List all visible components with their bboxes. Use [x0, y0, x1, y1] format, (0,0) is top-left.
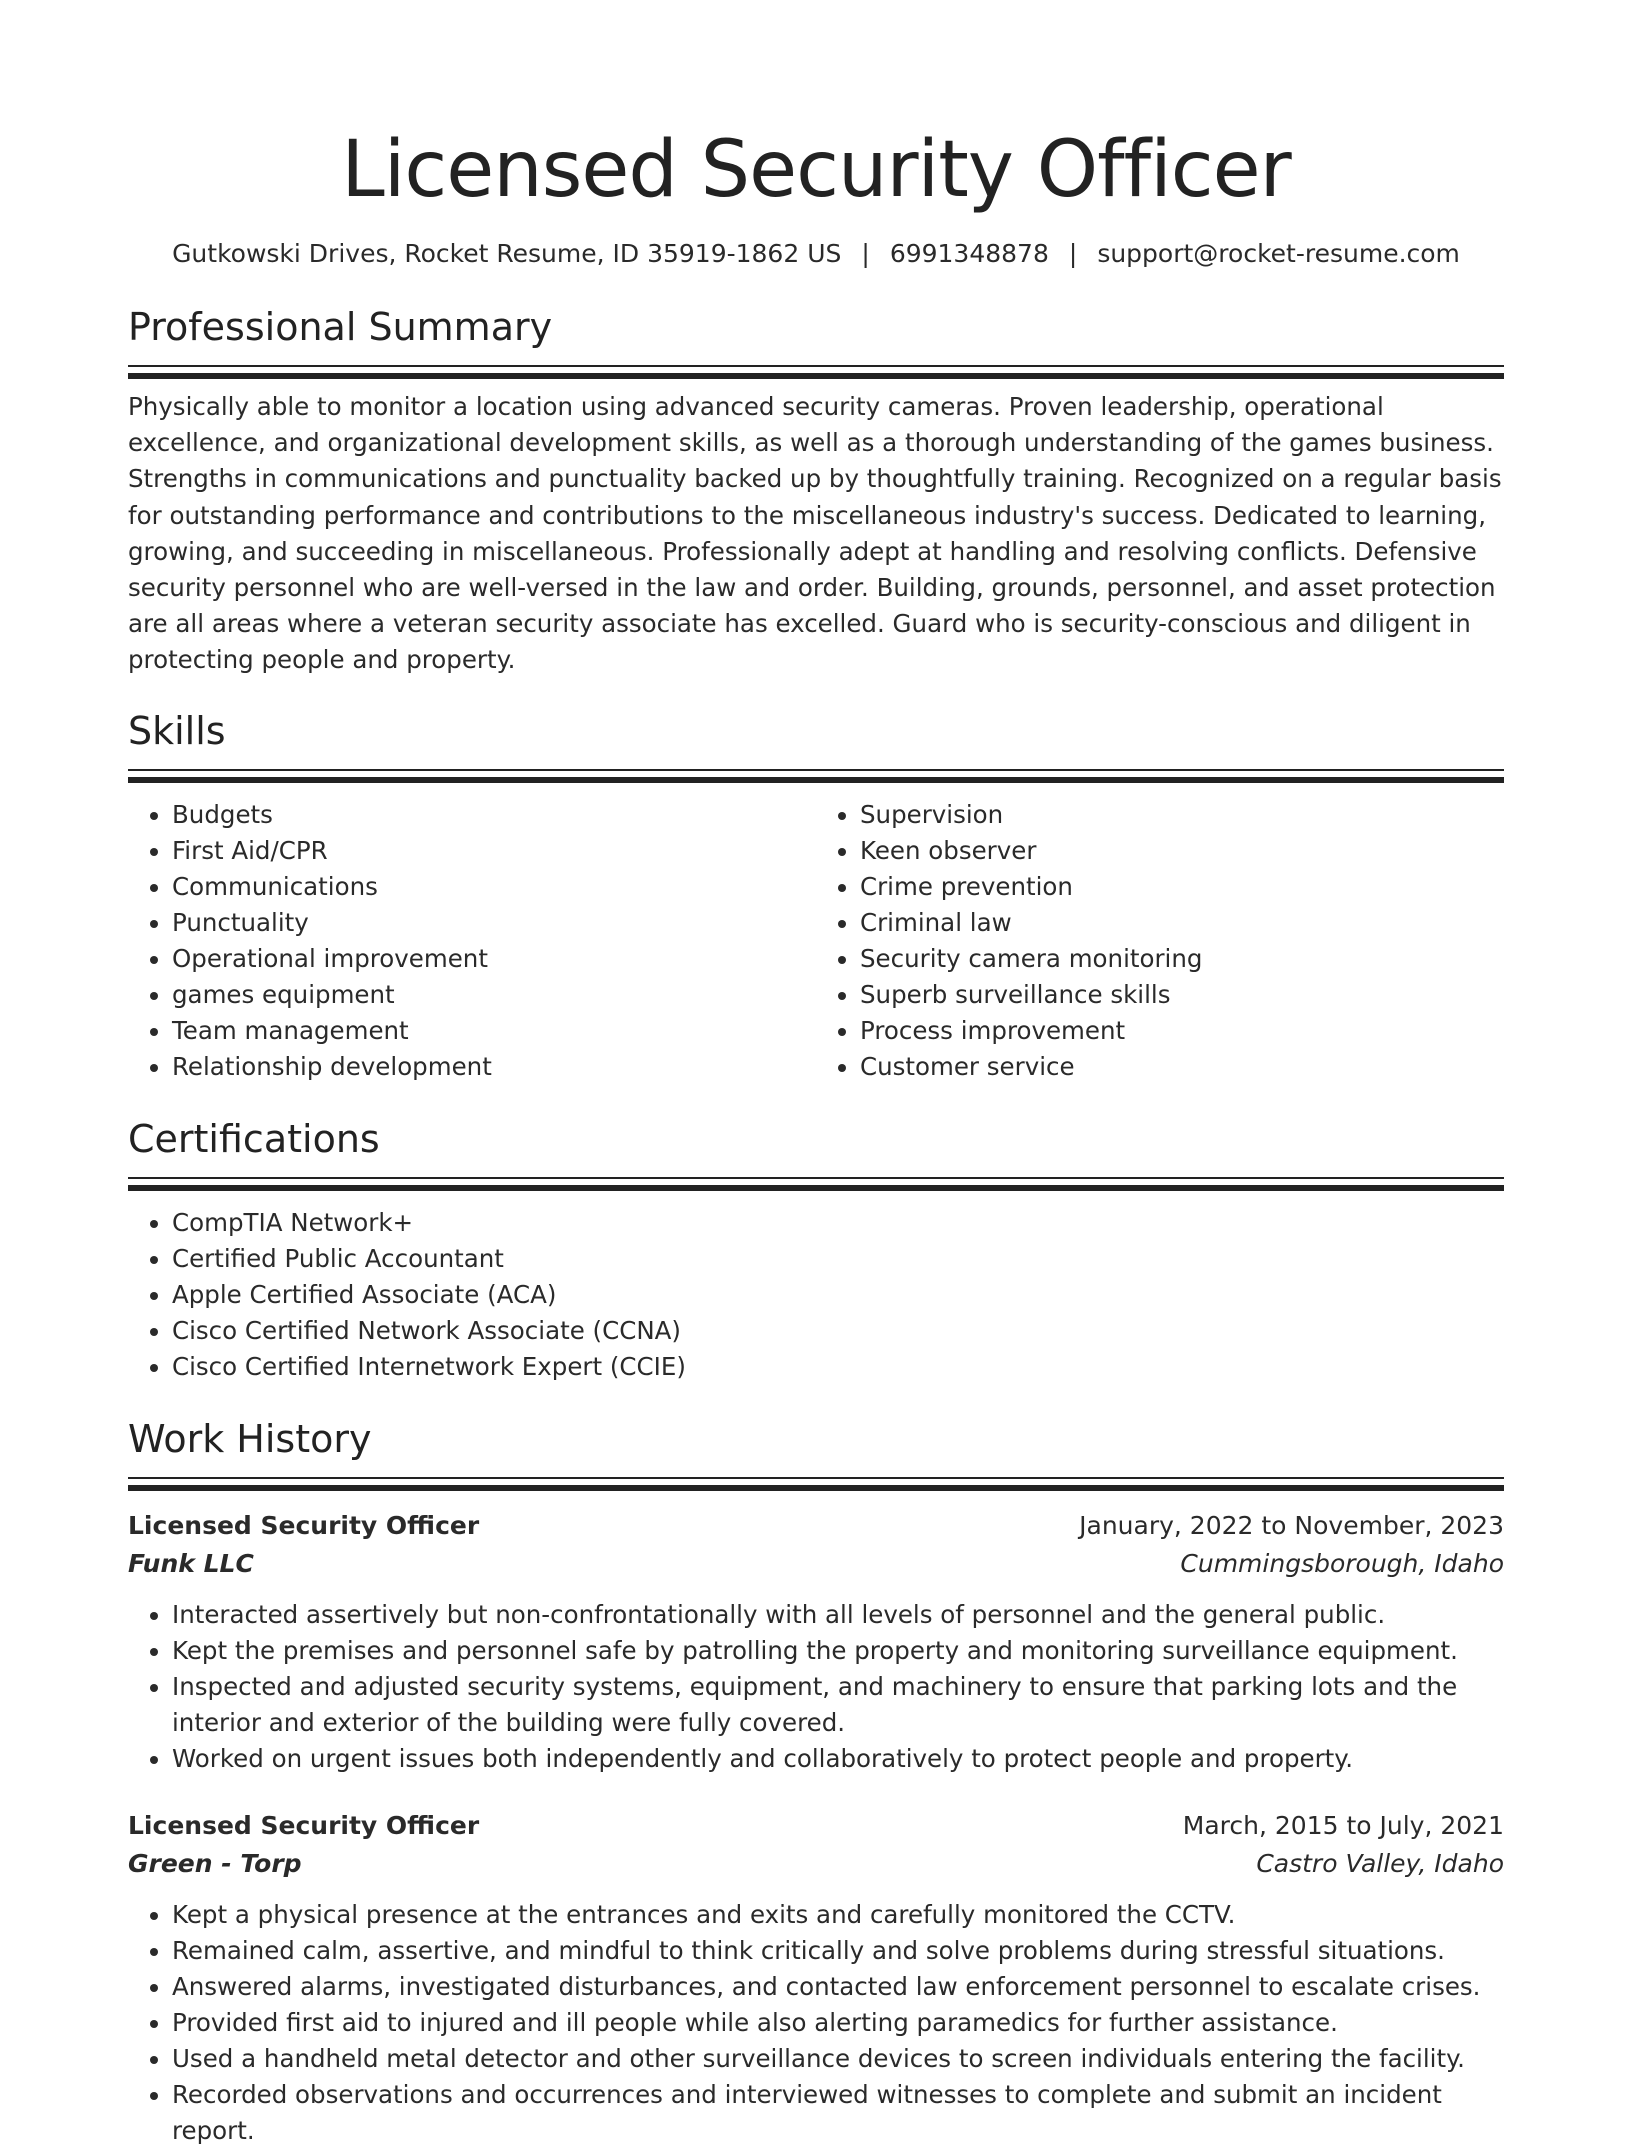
summary-text: Physically able to monitor a location using advanced security cameras. Proven leadership, operational excellence, and organizational development skills, as well as a thorough understanding of the games business. Strengths in communications and punctuality backed up by thoughtfully training. Recognized on a regular basis for outstanding performance and contributions to the miscellaneous industry's success. Dedicated to learning, growing, and succeeding in miscellaneous. Professionally adept at handling and resolving conflicts. Defensive security personnel who are well-versed in the law and order. Building, grounds, personnel, and asset protection are all areas where a veteran security associate has excelled. Guard who is security-conscious and diligent in protecting people and property. [128, 392, 1502, 675]
skills-list-right [816, 797, 1504, 1085]
skill-item: • Punctuality [172, 905, 816, 941]
job-duty: • Remained calm, assertive, and mindful to think critically and solve problems during stressful situations. [172, 1933, 1504, 1969]
job-duty: • Worked on urgent issues both independently and collaboratively to protect people and property. [172, 1741, 1504, 1777]
job-duty: • Provided first aid to injured and ill people while also alerting paramedics for further assistance. [172, 2005, 1504, 2041]
skill-item: • Communications [172, 869, 816, 905]
job-duties-list [128, 1597, 1504, 1777]
resume-title: Licensed Security Officer [341, 125, 1291, 215]
skill-item: • Relationship development [172, 1049, 816, 1085]
work-history-heading: Work History [128, 1416, 372, 1461]
job-entry [128, 1507, 1504, 1777]
summary-heading: Professional Summary [128, 305, 553, 349]
job-header-row [128, 1507, 1504, 1545]
skill-item: • Security camera monitoring [860, 941, 1504, 977]
skill-item: • Supervision [860, 797, 1504, 833]
skills-column-left [128, 797, 816, 1085]
job-dates: January, 2022 to November, 2023 [1079, 1510, 1504, 1540]
job-dates: March, 2015 to July, 2021 [1182, 1810, 1504, 1840]
certifications-list [128, 1205, 1504, 1385]
skill-item: • games equipment [172, 977, 816, 1013]
contact-phone: 6991348878 [889, 239, 1049, 268]
job-duties-list [128, 1897, 1504, 2149]
certification-item: • Certified Public Accountant [172, 1241, 1504, 1277]
job-duty: • Used a handheld metal detector and other surveillance devices to screen individuals entering the facility. [172, 2041, 1504, 2077]
job-duty: • Kept the premises and personnel safe by patrolling the property and monitoring surveillance equipment. [172, 1633, 1504, 1669]
job-company-row [128, 1545, 1504, 1583]
job-company: Green - Torp [128, 1848, 302, 1878]
skill-item: • Keen observer [860, 833, 1504, 869]
skills-column-right [816, 797, 1504, 1085]
skill-item: • Criminal law [860, 905, 1504, 941]
section-divider [128, 365, 1504, 379]
job-company-row [128, 1845, 1504, 1883]
job-header-row [128, 1807, 1504, 1845]
job-duty: • Kept a physical presence at the entrances and exits and carefully monitored the CCTV. [172, 1897, 1504, 1933]
job-title: Licensed Security Officer [128, 1510, 480, 1540]
section-divider [128, 769, 1504, 783]
job-duty: • Inspected and adjusted security systems, equipment, and machinery to ensure that parking lots and the interior and exterior of the building were fully covered. [172, 1669, 1504, 1741]
skill-item: • Process improvement [860, 1013, 1504, 1049]
job-location: Castro Valley, Idaho [1256, 1848, 1504, 1878]
job-entry [128, 1807, 1504, 2149]
job-duty: • Interacted assertively but non-confrontationally with all levels of personnel and the general public. [172, 1597, 1504, 1633]
job-location: Cummingsborough, Idaho [1180, 1548, 1504, 1578]
skill-item: • First Aid/CPR [172, 833, 816, 869]
skill-item: • Customer service [860, 1049, 1504, 1085]
resume-page [128, 0, 1504, 2149]
skill-item: • Crime prevention [860, 869, 1504, 905]
skills-section [128, 707, 1504, 1085]
contact-address: Gutkowski Drives, Rocket Resume, ID 35919-1862 US [172, 239, 842, 268]
skill-item: • Budgets [172, 797, 816, 833]
certification-item: • Cisco Certified Network Associate (CCNA) [172, 1313, 1504, 1349]
job-duty: • Answered alarms, investigated disturbances, and contacted law enforcement personnel to escalate crises. [172, 1969, 1504, 2005]
skill-item: • Team management [172, 1013, 816, 1049]
contact-separator: | [861, 239, 870, 268]
contact-line [128, 237, 1504, 271]
work-history-section [128, 1415, 1504, 2149]
skill-item: • Superb surveillance skills [860, 977, 1504, 1013]
certification-item: • Apple Certified Associate (ACA) [172, 1277, 1504, 1313]
certifications-heading: Certifications [128, 1116, 380, 1161]
skills-heading: Skills [128, 708, 226, 753]
skills-grid [128, 797, 1504, 1085]
job-duty: • Recorded observations and occurrences and interviewed witnesses to complete and submit an incident report. [172, 2077, 1504, 2149]
job-company: Funk LLC [128, 1548, 254, 1578]
section-divider [128, 1177, 1504, 1191]
section-divider [128, 1477, 1504, 1491]
contact-email[interactable]: support@rocket-resume.com [1097, 239, 1460, 268]
summary-section [128, 303, 1504, 679]
certifications-section [128, 1115, 1504, 1385]
skill-item: • Operational improvement [172, 941, 816, 977]
certification-item: • Cisco Certified Internetwork Expert (CCIE) [172, 1349, 1504, 1385]
skills-list-left [128, 797, 816, 1085]
certification-item: • CompTIA Network+ [172, 1205, 1504, 1241]
contact-separator: | [1068, 239, 1078, 268]
job-title: Licensed Security Officer [128, 1810, 480, 1840]
